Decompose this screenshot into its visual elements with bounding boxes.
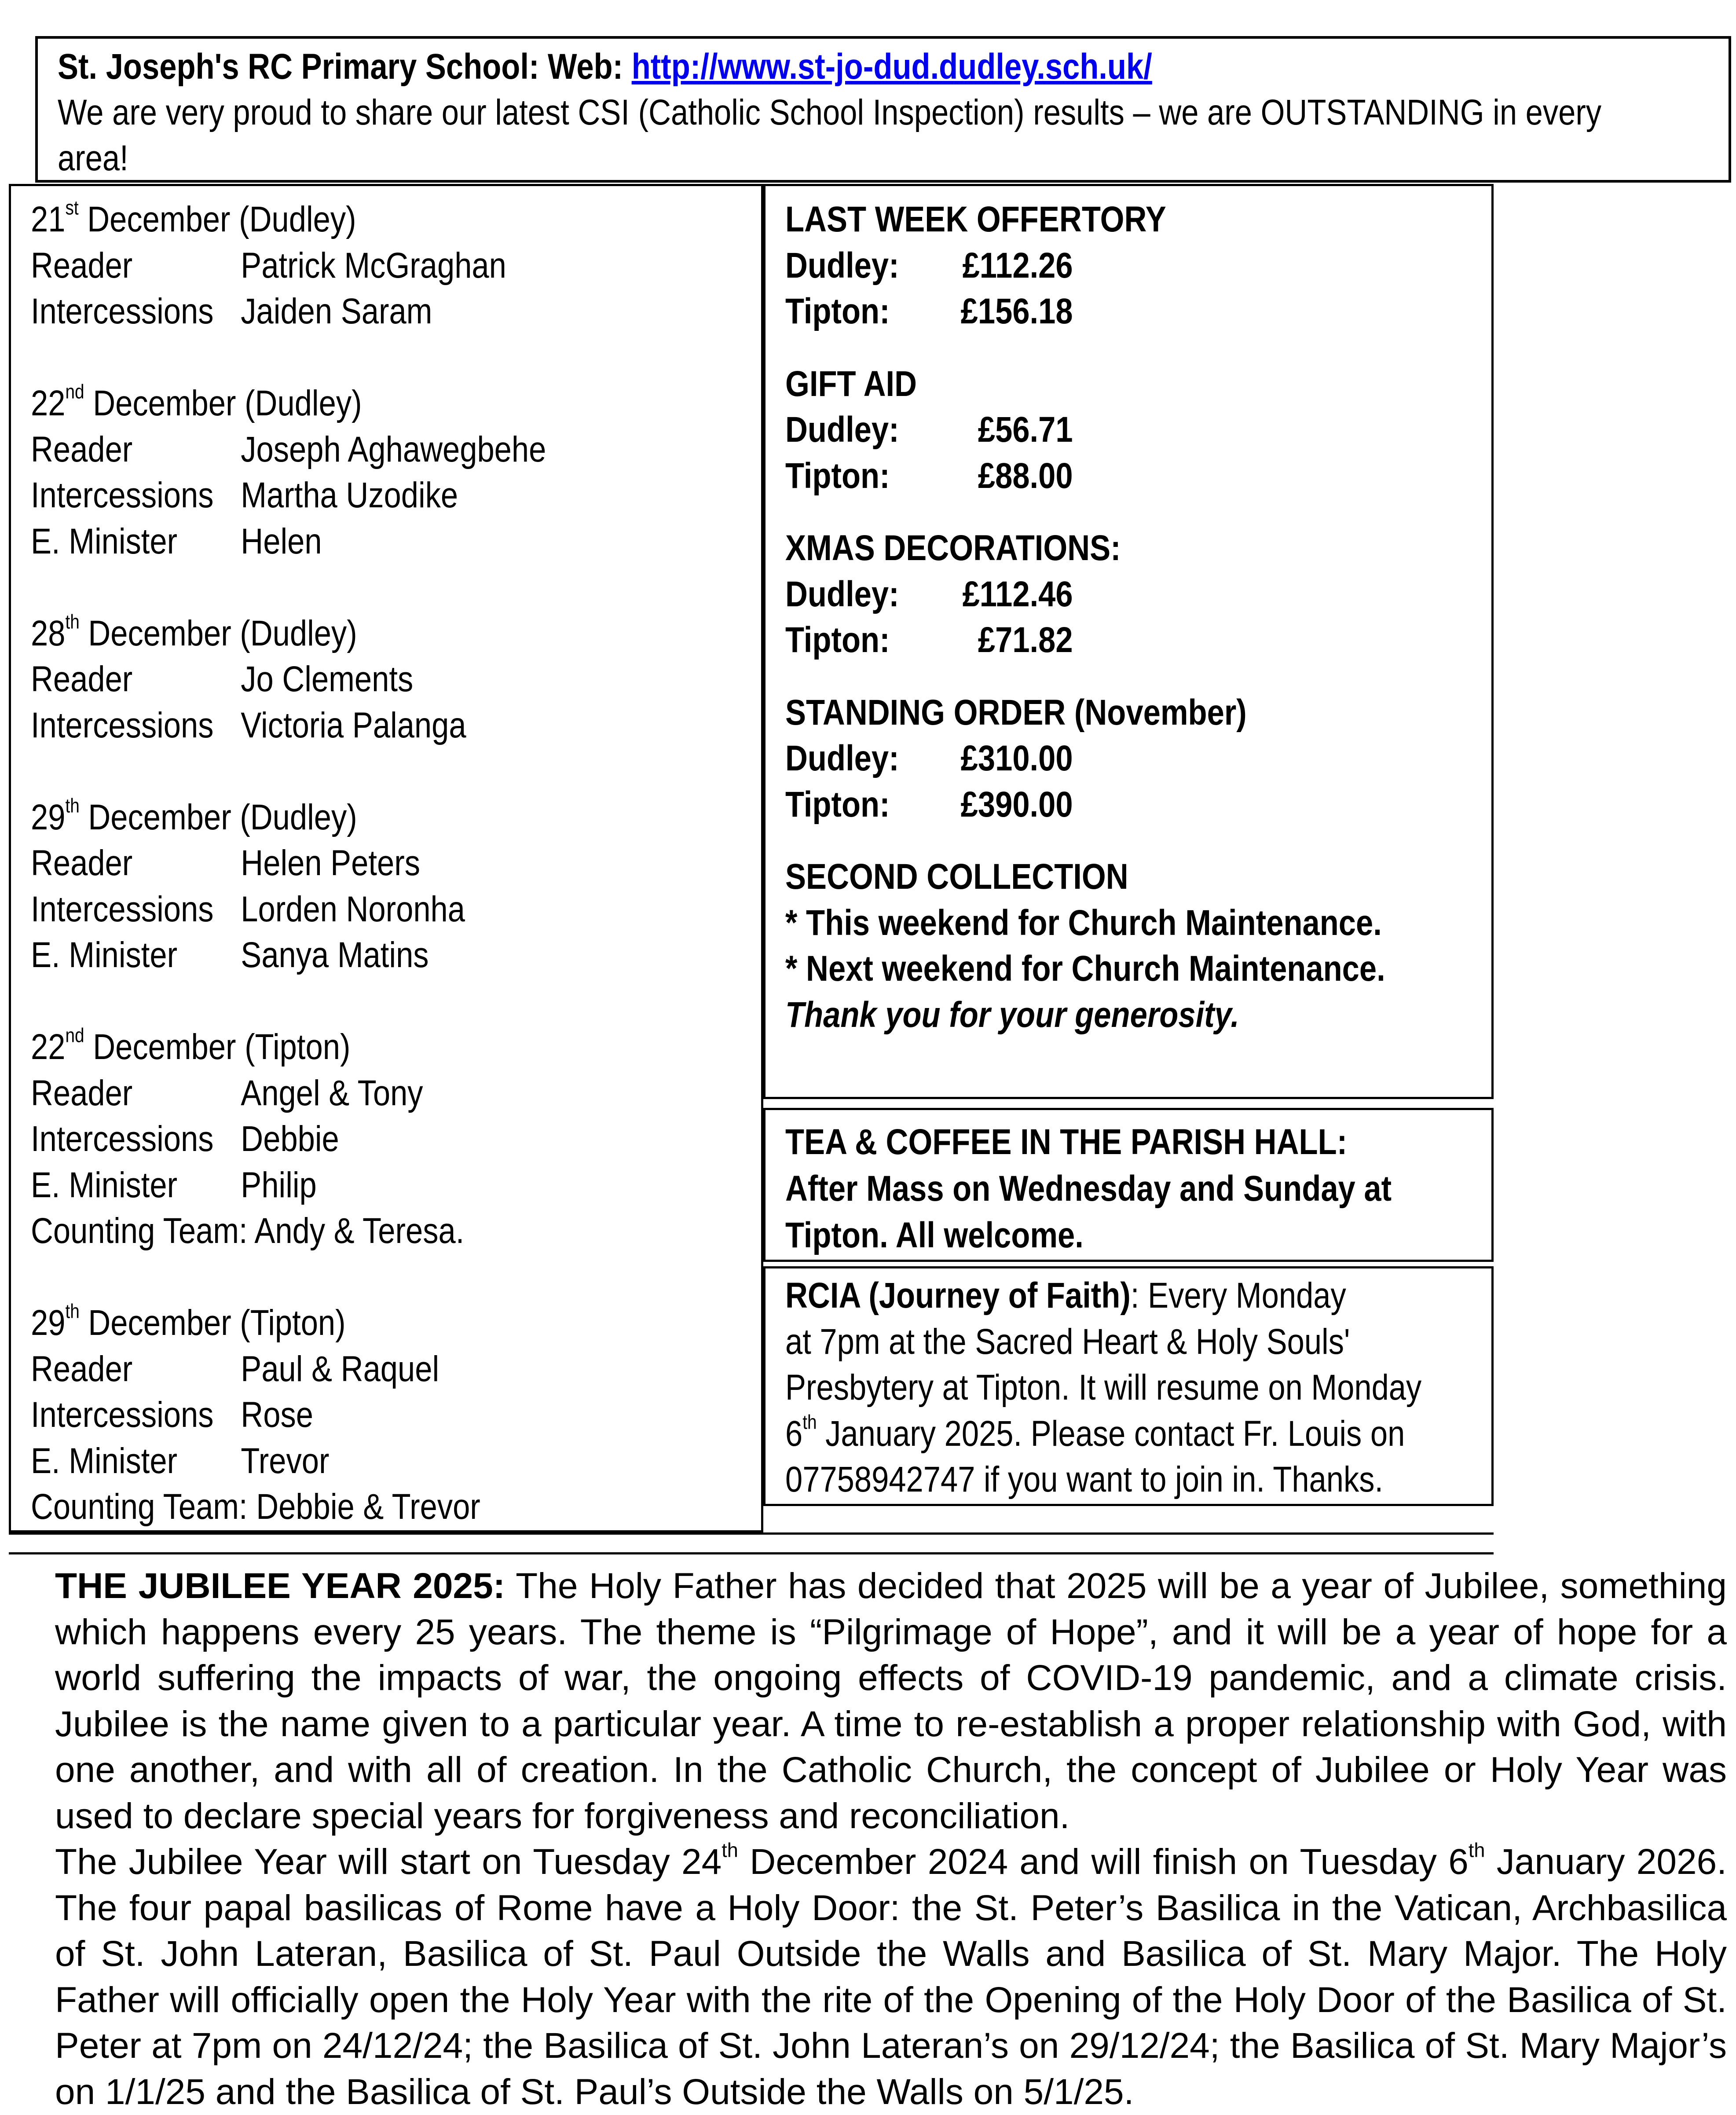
rota-box [9, 184, 763, 1532]
rota-date-heading [31, 1024, 480, 1070]
rota-group [31, 1300, 480, 1530]
offertory-sections [785, 197, 1385, 828]
rota-name: Patrick McGraghan [241, 245, 506, 286]
offertory-row [785, 617, 1385, 663]
rota-list [31, 196, 546, 1576]
rota-date-day: 21 [31, 199, 66, 239]
rcia-line [785, 1411, 1421, 1457]
rota-row [31, 243, 506, 289]
rcia-line [785, 1273, 1421, 1319]
rota-role: Intercessions [31, 291, 214, 331]
rota-row [31, 1346, 480, 1393]
rcia-box [763, 1266, 1494, 1506]
offertory-place: Tipton: [785, 455, 890, 496]
rcia-date-suffix: th [802, 1411, 817, 1433]
rota-date-rest: December (Dudley) [79, 613, 357, 653]
date-suffix: th [1468, 1839, 1485, 1862]
offertory-row [785, 453, 1385, 499]
date-suffix: th [722, 1839, 738, 1862]
rota-row [31, 1070, 480, 1117]
rota-name: Martha Uzodike [241, 475, 458, 515]
rcia-text: : Every Monday [1130, 1276, 1346, 1316]
rota-role: E. Minister [31, 521, 178, 561]
tea-title: TEA & COFFEE IN THE PARISH HALL: [785, 1122, 1348, 1162]
rota-date-day: 22 [31, 1027, 66, 1067]
jubilee-text: The Holy Father has decided that 2025 will be a year of Jubilee, something which happens every 25 years. The theme is “Pilgrimage of Hope”, and it will be a year of hope for a world suffering the impacts of war, the ongoing effects of COVID-19 pandemic, and a climate crisis. Jubilee is the name given to a particular year. A time to re-establish a proper relationship with God, with one another, and with all of creation. In the Catholic Church, the concept of Jubilee or Holy Year was used to declare special years for forgiveness and reconciliation. [55, 1566, 1727, 1836]
rota-name: Angel & Tony [241, 1073, 423, 1113]
rota-row [31, 656, 480, 703]
offertory-row [785, 243, 1385, 289]
rcia-line: Presbytery at Tipton. It will resume on Monday [785, 1367, 1422, 1408]
rota-role: Intercessions [31, 1395, 214, 1435]
rcia-text: January 2025. Please contact Fr. Louis on [817, 1413, 1405, 1454]
rota-role: Intercessions [31, 475, 214, 515]
jubilee-text: December 2024 and will finish on Tuesday 6 [738, 1842, 1469, 1882]
offertory-amount: £88.00 [978, 455, 1073, 496]
tea-text-line: Tipton. All welcome. [785, 1215, 1084, 1255]
school-csi-line: We are very proud to share our latest CSI (Catholic School Inspection) results – we are OUTSTANDING in every [58, 92, 1602, 132]
rota-role: Reader [31, 245, 133, 286]
rota-date-suffix: st [65, 196, 79, 219]
rota-name: Lorden Noronha [241, 889, 465, 929]
second-collection [785, 854, 1385, 1038]
offertory-section-title: STANDING ORDER (November) [785, 692, 1247, 733]
offertory-amount: £112.46 [962, 574, 1073, 614]
rota-date-heading [31, 795, 480, 841]
rota-name: Jaiden Saram [241, 291, 432, 331]
rota-role: E. Minister [31, 1165, 178, 1205]
rota-row [31, 1162, 480, 1209]
rota-name: Joseph Aghawegbehe [241, 429, 546, 469]
jubilee-title: THE JUBILEE YEAR 2025: [55, 1566, 505, 1606]
rota-row [31, 932, 480, 979]
offertory-row [785, 782, 1385, 828]
rcia-line: 07758942747 if you want to join in. Thanks. [785, 1459, 1384, 1499]
tea-coffee-box [763, 1108, 1494, 1262]
rota-group [31, 380, 546, 564]
offertory-row [785, 736, 1385, 782]
rota-name: Jo Clements [241, 659, 414, 699]
rota-role: Intercessions [31, 1119, 214, 1159]
school-title-line [58, 44, 1685, 90]
offertory-row [785, 407, 1385, 453]
jubilee-text: January 2026. The four papal basilicas of Rome have a Holy Door: the St. Peter’s Basilica in the Vatican, Archbasilica of St. John Lateran, Basilica of St. Paul Outside the Walls and Basilica of St. Mary Major. The Holy Father will officially open the Holy Year with the rite of the Opening of the Holy Door of the Basilica of St. Peter at 7pm on 24/12/24; the Basilica of St. John Lateran’s on 29/12/24; the Basilica of St. Mary Major’s on 1/1/25 and the Basilica of St. Paul’s Outside the Walls on 5/1/25. [55, 1842, 1727, 2112]
rota-row [31, 840, 480, 887]
school-csi-line-end: area! [58, 138, 128, 178]
rota-date-suffix: th [65, 1300, 80, 1323]
counting-team: Counting Team: Andy & Teresa. [31, 1211, 465, 1251]
second-collection-next-weekend: * Next weekend for Church Maintenance. [785, 949, 1385, 989]
rota-date-day: 28 [31, 613, 66, 653]
offertory-section [785, 525, 1385, 663]
jubilee-paragraph-1 [55, 1563, 1727, 1839]
rota-row [31, 703, 480, 749]
rota-role: Reader [31, 659, 133, 699]
rota-group [31, 1024, 480, 1254]
offertory-row [785, 572, 1385, 618]
rcia-title: RCIA (Journey of Faith) [785, 1276, 1131, 1316]
jubilee-text: The Jubilee Year will start on Tuesday 24 [55, 1842, 722, 1882]
jubilee-article [55, 1563, 1727, 2115]
rota-row [31, 1438, 480, 1485]
offertory-place: Dudley: [785, 245, 899, 286]
rota-date-heading [31, 197, 480, 243]
rota-group [31, 611, 480, 749]
rota-name: Victoria Palanga [241, 705, 466, 745]
offertory-place: Tipton: [785, 784, 890, 825]
rota-date-suffix: nd [65, 1024, 84, 1047]
rota-row [31, 519, 480, 565]
offertory-place: Tipton: [785, 620, 890, 660]
school-banner [35, 36, 1731, 183]
second-collection-title: SECOND COLLECTION [785, 857, 1128, 897]
rota-name: Debbie [241, 1119, 339, 1159]
tea-text-line: After Mass on Wednesday and Sunday at [785, 1169, 1392, 1209]
rota-row [31, 473, 480, 519]
offertory-place: Tipton: [785, 291, 890, 331]
rota-date-suffix: nd [65, 380, 84, 403]
jubilee-paragraph-2 [55, 1839, 1727, 2115]
rota-row [31, 289, 480, 335]
rota-date-rest: December (Tipton) [79, 1303, 346, 1343]
offertory-place: Dudley: [785, 574, 899, 614]
rota-date-rest: December (Tipton) [84, 1027, 351, 1067]
rota-name: Rose [241, 1395, 313, 1435]
rota-role: Reader [31, 1349, 133, 1389]
rota-role: Reader [31, 429, 133, 469]
rota-role: Reader [31, 1073, 133, 1113]
rcia-date-day: 6 [785, 1413, 803, 1454]
divider [9, 1532, 1494, 1535]
rota-date-rest: December (Dudley) [79, 797, 357, 837]
rota-row [31, 887, 480, 933]
rota-name: Sanya Matins [241, 935, 429, 975]
school-website-link[interactable]: http://www.st-jo-dud.dudley.sch.uk/ [631, 47, 1152, 87]
offertory-row [785, 289, 1385, 335]
rota-group [31, 196, 506, 335]
offertory-section [785, 197, 1385, 335]
rcia-line: at 7pm at the Sacred Heart & Holy Souls' [785, 1321, 1350, 1362]
offertory-section-title: GIFT AID [785, 363, 917, 404]
counting-team: Counting Team: Debbie & Trevor [31, 1487, 480, 1527]
second-collection-this-weekend: * This weekend for Church Maintenance. [785, 902, 1382, 943]
rota-role: E. Minister [31, 1441, 178, 1481]
rota-group [31, 795, 480, 979]
rota-date-heading [31, 1300, 480, 1346]
rota-date-rest: December (Dudley) [84, 383, 362, 423]
rota-date-day: 29 [31, 1303, 66, 1343]
offertory-amount: £156.18 [960, 291, 1073, 331]
rota-role: Intercessions [31, 889, 214, 929]
offertory-amount: £112.26 [962, 245, 1073, 286]
rota-role: Reader [31, 843, 133, 883]
divider [9, 1552, 1494, 1554]
rota-name: Trevor [241, 1441, 330, 1481]
school-title: St. Joseph's RC Primary School: Web: [58, 47, 632, 87]
offertory-box [763, 184, 1494, 1099]
rota-date-heading [31, 611, 480, 657]
rota-row [31, 427, 546, 473]
offertory-amount: £71.82 [978, 620, 1073, 660]
second-collection-thanks: Thank you for your generosity. [785, 994, 1239, 1035]
offertory-place: Dudley: [785, 410, 899, 450]
offertory-content [785, 197, 1385, 1064]
rota-row [31, 1116, 480, 1162]
offertory-amount: £56.71 [978, 410, 1073, 450]
rota-date-heading [31, 381, 480, 427]
rota-role: E. Minister [31, 935, 178, 975]
rota-date-day: 29 [31, 797, 66, 837]
rota-name: Paul & Raquel [241, 1349, 439, 1389]
rota-name: Philip [241, 1165, 317, 1205]
offertory-section-title: LAST WEEK OFFERTORY [785, 199, 1166, 239]
rota-row [31, 1392, 480, 1438]
rota-date-day: 22 [31, 383, 66, 423]
rota-date-rest: December (Dudley) [78, 199, 356, 239]
offertory-section [785, 361, 1385, 499]
rota-date-suffix: th [65, 794, 80, 817]
rota-name: Helen [241, 521, 322, 561]
offertory-amount: £390.00 [960, 784, 1073, 825]
rota-name: Helen Peters [241, 843, 420, 883]
offertory-place: Dudley: [785, 738, 899, 778]
offertory-section [785, 690, 1385, 828]
offertory-amount: £310.00 [960, 738, 1073, 778]
offertory-section-title: XMAS DECORATIONS: [785, 528, 1121, 568]
rota-role: Intercessions [31, 705, 214, 745]
rota-date-suffix: th [65, 610, 80, 633]
